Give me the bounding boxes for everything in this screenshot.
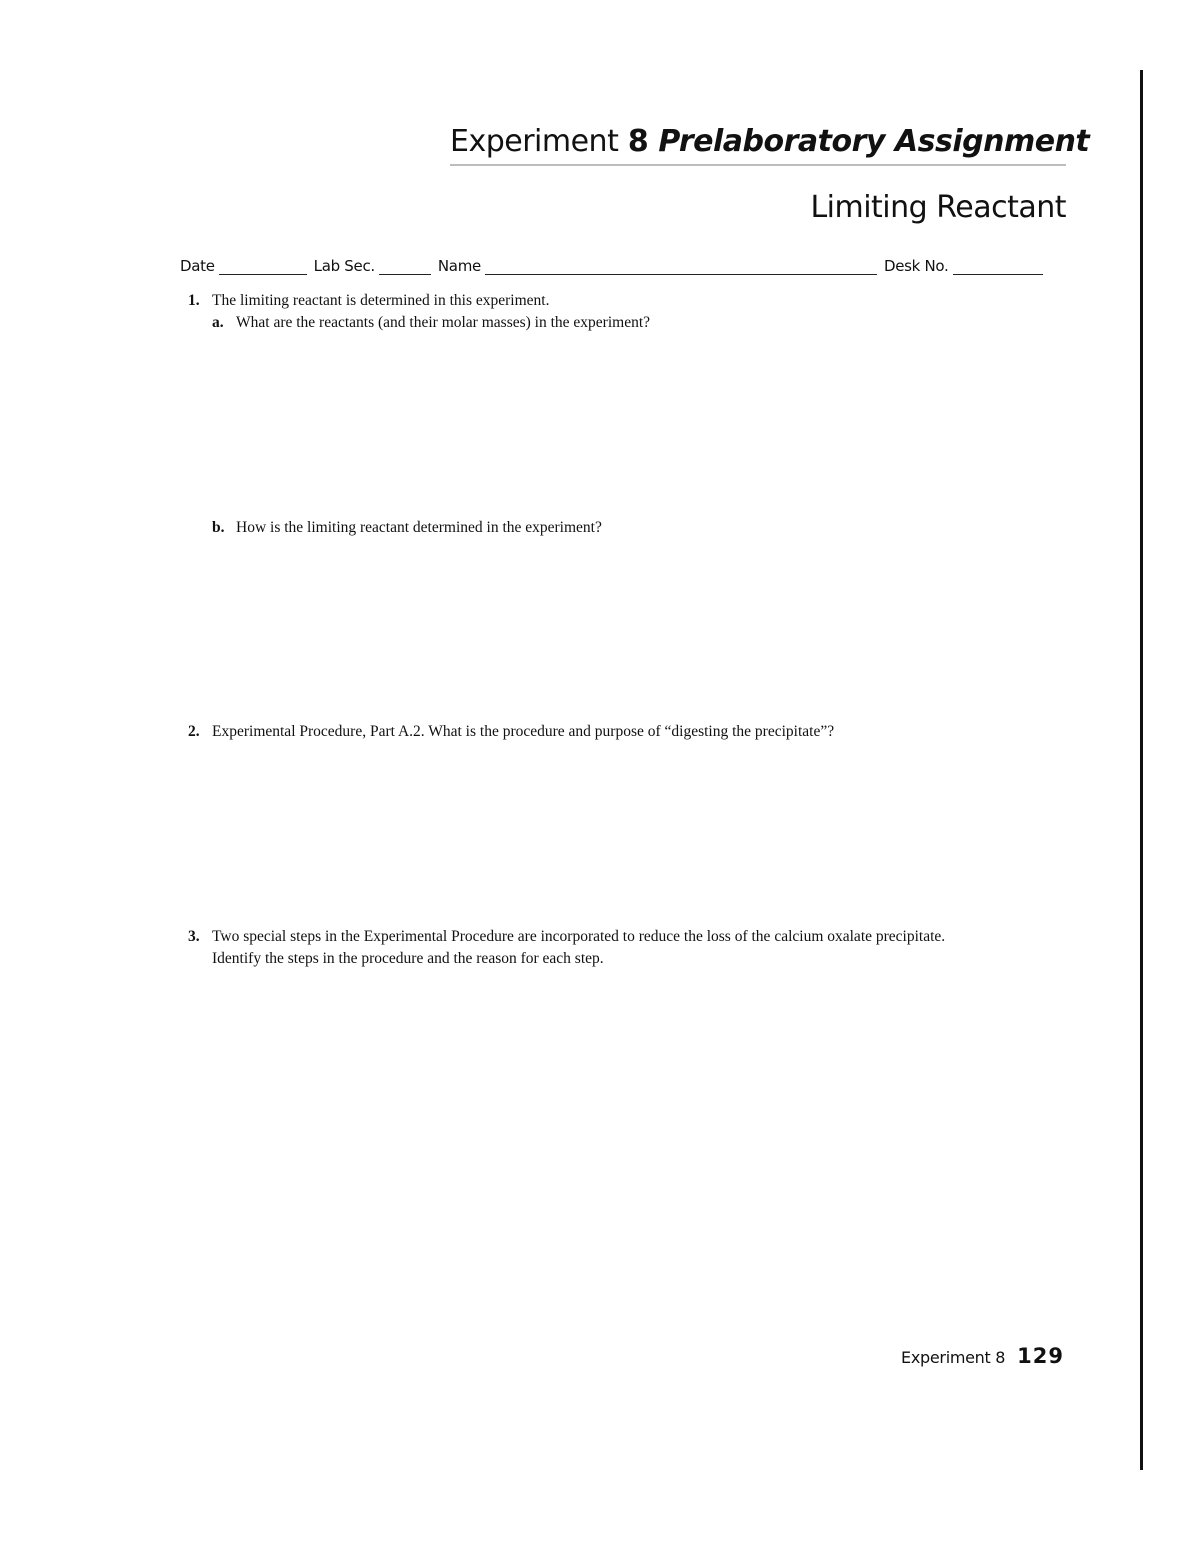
question-part-letter: a. xyxy=(212,314,224,331)
student-info-fields xyxy=(180,257,1066,275)
question-part-text: How is the limiting reactant determined in the experiment? xyxy=(236,519,602,536)
question-number: 1. xyxy=(188,292,200,309)
title-assignment: Prelaboratory Assignment xyxy=(658,124,1090,159)
question-text: The limiting reactant is determined in this experiment. xyxy=(212,292,550,309)
question-number: 3. xyxy=(188,928,200,945)
question-part-text: What are the reactants (and their molar masses) in the experiment? xyxy=(236,314,651,331)
footer-label: Experiment 8 xyxy=(901,1348,1006,1367)
question-number: 2. xyxy=(188,723,200,740)
question-part-letter: b. xyxy=(212,519,225,536)
page-edge-rule xyxy=(1140,70,1143,1470)
page-title xyxy=(450,122,1090,166)
title-divider xyxy=(450,164,1066,166)
title-experiment: Experiment xyxy=(450,124,619,159)
page-number: 129 xyxy=(1017,1344,1064,1368)
page-subtitle: Limiting Reactant xyxy=(810,190,1066,225)
desk-no-field[interactable] xyxy=(953,260,1043,275)
question-text: Experimental Procedure, Part A.2. What is the procedure and purpose of “digesting the precipitate”? xyxy=(212,723,835,740)
name-label: Name xyxy=(437,257,481,275)
page-footer xyxy=(901,1344,1064,1368)
lab-sec-label: Lab Sec. xyxy=(313,257,375,275)
question-text-line-1: Two special steps in the Experimental Procedure are incorporated to reduce the loss of the calcium oxalate precipitate. xyxy=(212,928,946,945)
question-text-line-2: Identify the steps in the procedure and the reason for each step. xyxy=(212,950,604,967)
title-number: 8 xyxy=(627,124,649,159)
lab-sec-field[interactable] xyxy=(379,260,431,275)
date-field[interactable] xyxy=(219,260,307,275)
date-label: Date xyxy=(180,257,215,275)
desk-no-label: Desk No. xyxy=(883,257,949,275)
name-field[interactable] xyxy=(485,260,877,275)
